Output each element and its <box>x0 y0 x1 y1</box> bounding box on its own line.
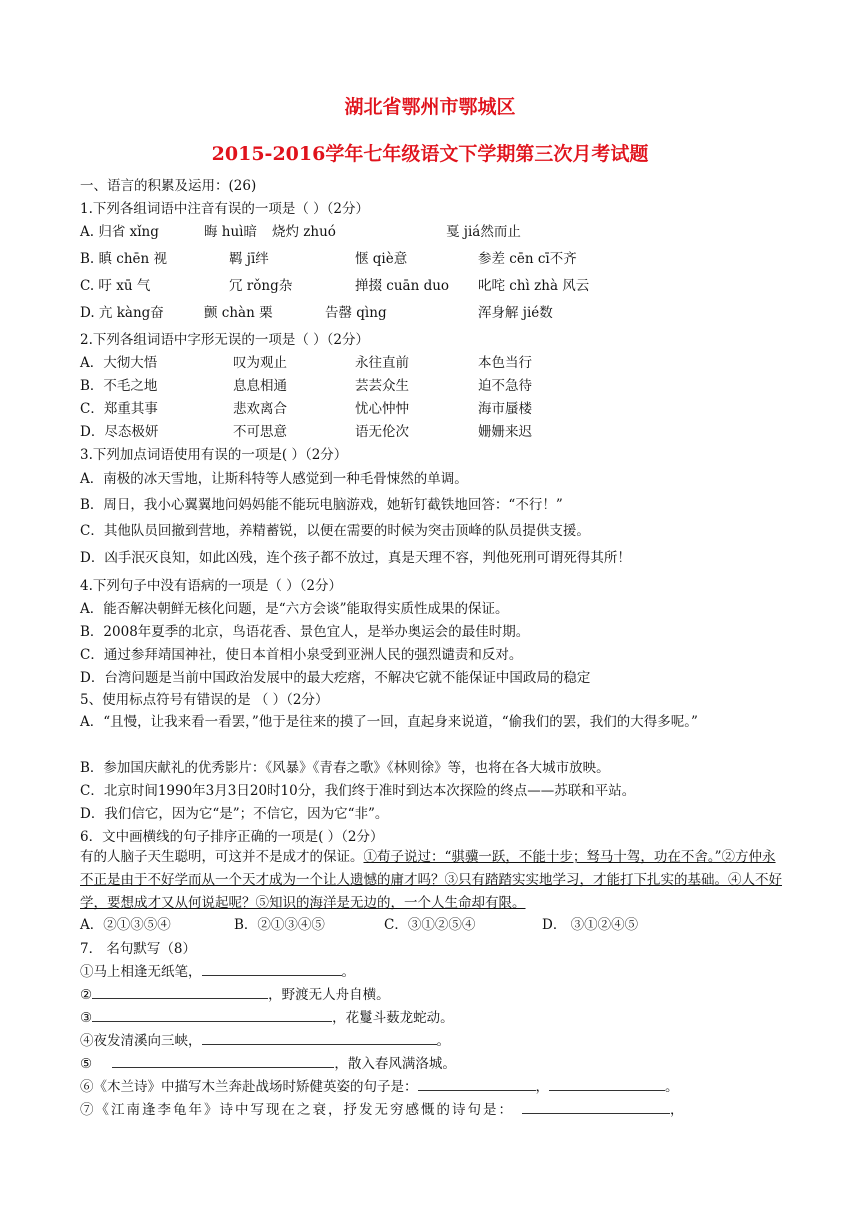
q7-4-blank[interactable] <box>202 1044 437 1045</box>
q2-b-3: 芸芸众生 <box>355 378 409 394</box>
q7-4-text: ④夜发清溪向三峡， <box>80 1033 202 1049</box>
q2-a-2: 叹为观止 <box>233 355 287 371</box>
q1-b-4: 参差 cēn cī不齐 <box>478 251 577 267</box>
q7-1-text: ①马上相逢无纸笔， <box>80 964 202 980</box>
q2-b-1: B．不毛之地 <box>80 378 158 394</box>
q2-d-2: 不可思意 <box>233 424 287 440</box>
q1-b-3: 惬 qiè意 <box>355 251 408 267</box>
q2-c-1: C．郑重其事 <box>80 401 158 417</box>
q6-underlined-sentences: ①荀子说过：“骐骥一跃，不能十步；驽马十驾，功在不舍。”②方仲永不正是由于不好学而从一个天才成为一个让人遗憾的庸才吗？③只有踏踏实实地学习，才能打下扎实的基础。④人不好学，要想成才又从何说起呢？⑤知识的海洋是无边的，一个人生命却有限。 <box>80 849 782 911</box>
q4-stem: 4.下列句子中没有语病的一项是（ ）（2分） <box>80 578 343 594</box>
q7-line-4 <box>80 1033 450 1049</box>
q2-a-4: 本色当行 <box>478 355 532 371</box>
q7-line-7 <box>80 1102 686 1118</box>
q3-option-b: B．周日，我小心翼翼地问妈妈能不能玩电脑游戏，她斩钉截铁地回答：“不行！” <box>80 497 563 513</box>
exam-region-title: 湖北省鄂州市鄂城区 <box>344 96 516 118</box>
q6-option-a: A．②①③⑤④ <box>80 917 171 933</box>
q6-option-c: C．③①②⑤④ <box>384 917 476 933</box>
q1-d-3: 告罄 qìng <box>325 305 387 321</box>
q4-option-b: B．2008年夏季的北京，鸟语花香、景色宜人，是举办奥运会的最佳时期。 <box>80 624 530 640</box>
q1-c-4: 叱咤 chì zhà 风云 <box>478 278 590 294</box>
q7-2-blank[interactable] <box>92 998 268 999</box>
q4-option-d: D．台湾问题是当前中国政治发展中的最大疙瘩，不解决它就不能保证中国政局的稳定 <box>80 670 591 686</box>
q7-5-end: ，散入春风满洛城。 <box>334 1056 456 1072</box>
q2-d-3: 语无伦次 <box>355 424 409 440</box>
q7-line-5 <box>80 1056 456 1072</box>
q3-option-a: A．南极的冰天雪地，让斯科特等人感觉到一种毛骨悚然的单调。 <box>80 471 468 487</box>
q7-6-end: 。 <box>665 1079 679 1095</box>
q7-7-end: ， <box>670 1102 686 1118</box>
q7-2-end: ，野渡无人舟自横。 <box>268 987 390 1003</box>
q2-d-1: D．尽态极妍 <box>80 424 159 440</box>
q7-5-blank[interactable] <box>112 1067 334 1068</box>
q1-c-3: 掸掇 cuān duo <box>355 278 450 294</box>
q7-6-blank-2[interactable] <box>549 1090 665 1091</box>
q7-6-sep: ， <box>535 1079 549 1095</box>
q1-c-1: C. 吁 xū 气 <box>80 278 151 294</box>
q5-option-c: C．北京时间1990年3月3日20时10分，我们终于准时到达本次探险的终点——苏联和平站。 <box>80 783 636 799</box>
q7-4-end: 。 <box>436 1033 450 1049</box>
q1-d-4: 浑身解 jié数 <box>478 305 553 321</box>
q5-option-b: B．参加国庆献礼的优秀影片：《风暴》《青春之歌》《林则徐》等，也将在各大城市放映。 <box>80 760 610 776</box>
q2-d-4: 姗姗来迟 <box>478 424 532 440</box>
q3-option-d: D．凶手泯灭良知，如此凶残，连个孩子都不放过，真是天理不容，判他死刑可谓死得其所！ <box>80 550 631 566</box>
q1-a-3: 烧灼 zhuó <box>272 224 336 240</box>
q4-option-c: C．通过参拜靖国神社，使日本首相小泉受到亚洲人民的强烈谴责和反对。 <box>80 647 523 663</box>
q1-d-2: 颤 chàn 栗 <box>204 305 273 321</box>
q7-line-3 <box>80 1010 454 1026</box>
q7-2-text: ② <box>80 987 93 1003</box>
q6-stem: 6．文中画横线的句子排序正确的一项是( ）（2分） <box>80 829 384 845</box>
q7-line-1 <box>80 964 355 980</box>
q2-a-3: 永往直前 <box>355 355 409 371</box>
q7-7-text: ⑦《江南逢李龟年》诗中写现在之衰，抒发无穷感慨的诗句是： <box>80 1102 514 1118</box>
q1-c-2: 冗 rǒng杂 <box>229 278 293 294</box>
q2-c-3: 忧心忡忡 <box>355 401 409 417</box>
q6-option-d: D． ③①②④⑤ <box>542 917 639 933</box>
q5-option-d: D．我们信它，因为它“是”；不信它，因为它“非”。 <box>80 806 389 822</box>
q7-3-text: ③ <box>80 1010 93 1026</box>
q5-option-a: A．“且慢，让我来看一看罢，”他于是往来的摸了一回，直起身来说道，“偷我们的罢，我们的大得多呢。” <box>80 714 698 730</box>
q7-7-blank[interactable] <box>522 1113 670 1114</box>
q1-b-1: B. 瞋 chēn 视 <box>80 251 168 267</box>
q1-a-1: A. 归省 xǐng <box>80 224 159 240</box>
q2-b-2: 息息相通 <box>233 378 287 394</box>
q6-passage <box>80 846 782 915</box>
q7-5-text: ⑤ <box>80 1056 97 1072</box>
q1-d-1: D. 亢 kàng奋 <box>80 305 164 321</box>
q5-stem: 5、使用标点符号有错误的是 （ ）（2分） <box>80 692 329 708</box>
q7-6-text: ⑥《木兰诗》中描写木兰奔赴战场时矫健英姿的句子是： <box>80 1079 418 1095</box>
q6-option-b: B．②①③④⑤ <box>234 917 325 933</box>
q2-c-4: 海市蜃楼 <box>478 401 532 417</box>
q7-1-blank[interactable] <box>202 975 342 976</box>
exam-title: 2015-2016学年七年级语文下学期第三次月考试题 <box>211 143 649 165</box>
q7-stem: 7． 名句默写（8） <box>80 941 196 957</box>
q1-a-2: 晦 huì暗 <box>204 224 257 240</box>
q3-stem: 3.下列加点词语使用有误的一项是( ）（2分） <box>80 447 348 463</box>
q6-passage-lead: 有的人脑子天生聪明，可这并不是成才的保证。 <box>80 849 364 865</box>
q7-line-2 <box>80 987 390 1003</box>
q7-1-end: 。 <box>341 964 355 980</box>
q2-stem: 2.下列各组词语中字形无误的一项是（ ）（2分） <box>80 332 370 348</box>
q2-a-1: A．大彻大悟 <box>80 355 158 371</box>
q7-line-6 <box>80 1079 679 1095</box>
q2-c-2: 悲欢离合 <box>233 401 287 417</box>
q1-stem: 1.下列各组词语中注音有误的一项是（ ）（2分） <box>80 201 370 217</box>
section-heading: 一、语言的积累及运用：(26) <box>80 178 257 194</box>
q7-3-blank[interactable] <box>92 1021 332 1022</box>
q4-option-a: A．能否解决朝鲜无核化问题，是“六方会谈”能取得实质性成果的保证。 <box>80 601 509 617</box>
q7-6-blank-1[interactable] <box>418 1090 536 1091</box>
q2-b-4: 迫不急待 <box>478 378 532 394</box>
q1-a-4: 戛 jiá然而止 <box>446 224 521 240</box>
q3-option-c: C．其他队员回撤到营地，养精蓄锐，以便在需要的时候为突击顶峰的队员提供支援。 <box>80 523 590 539</box>
q1-b-2: 羁 jī绊 <box>229 251 269 267</box>
q7-3-end: ，花鬘斗薮龙蛇动。 <box>332 1010 454 1026</box>
